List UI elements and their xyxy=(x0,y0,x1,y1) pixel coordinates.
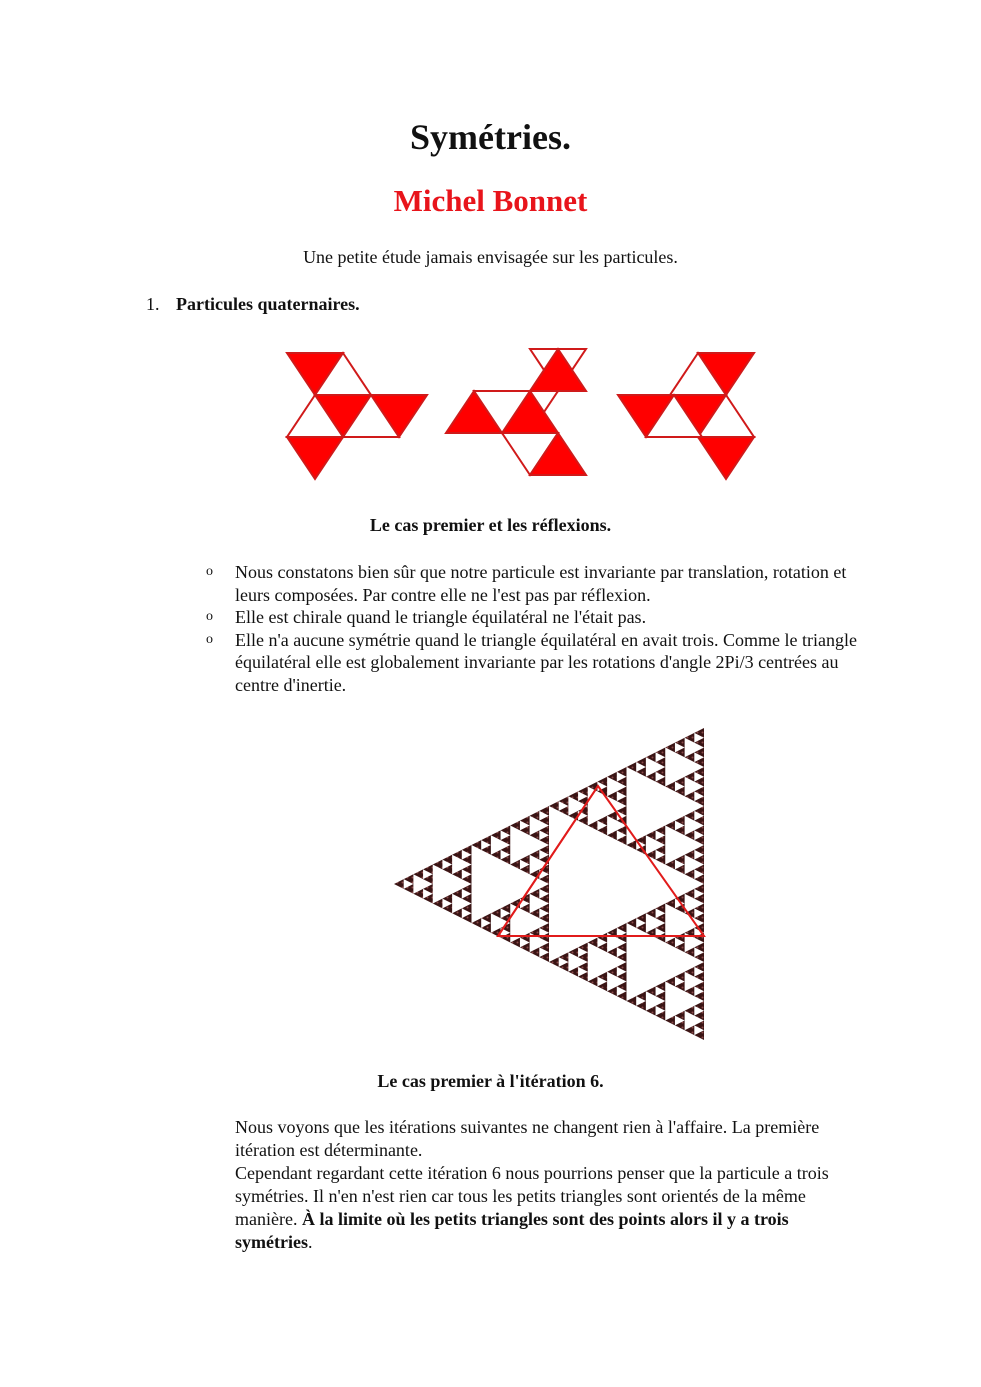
fractal-cell xyxy=(520,865,530,875)
fractal-cell xyxy=(636,767,646,777)
fractal-cell xyxy=(520,826,530,836)
fractal-cell xyxy=(510,938,520,948)
fractal-cell xyxy=(685,772,695,782)
fractal-cell xyxy=(665,743,675,753)
fractal-cell xyxy=(617,835,627,845)
fractal-cell xyxy=(675,826,685,836)
fractal-cell xyxy=(675,777,685,787)
fractal-cell xyxy=(588,977,598,987)
fractal-cell xyxy=(597,777,607,787)
fractal-cell xyxy=(452,850,462,860)
fractal-cell xyxy=(646,752,656,762)
fractal-cell xyxy=(510,821,520,831)
fractal-cell xyxy=(694,845,704,855)
fractal-cell xyxy=(607,967,617,977)
fractal-cell xyxy=(607,947,617,957)
fractal-cell xyxy=(520,943,530,953)
fractal-cell xyxy=(491,830,501,840)
fractal-cell xyxy=(617,787,627,797)
fractal-cell xyxy=(481,913,491,923)
fractal-cell xyxy=(530,908,540,918)
fractal-cell xyxy=(694,982,704,992)
fractal-cell xyxy=(568,967,578,977)
fractal-cell xyxy=(694,835,704,845)
fractal-cell xyxy=(685,1025,695,1035)
fractal-cell xyxy=(656,982,666,992)
fractal-cell xyxy=(520,855,530,865)
fractal-cell xyxy=(694,952,704,962)
paragraph-text: Cependant regardant cette itération 6 nous pourrions penser que la particule a trois symétries. Il n'en n'est rien car tous les petits triangles sont orientés de la même manière. xyxy=(235,1163,829,1229)
fractal-cell xyxy=(675,933,685,943)
fractal-cell xyxy=(656,748,666,758)
fractal-cell xyxy=(423,865,433,875)
fractal-cell xyxy=(520,816,530,826)
fractal-cell xyxy=(530,830,540,840)
bullet-list xyxy=(206,561,866,696)
conclusion-paragraph xyxy=(235,1116,865,1254)
fractal-cell xyxy=(627,996,637,1006)
fractal-cell xyxy=(472,918,482,928)
fractal-cell xyxy=(491,850,501,860)
fractal-cell xyxy=(685,947,695,957)
bullet-marker: o xyxy=(206,609,213,624)
fractal-cell xyxy=(539,923,549,933)
fractal-cell xyxy=(530,947,540,957)
fractal-cell xyxy=(685,830,695,840)
fractal-cell xyxy=(656,835,666,845)
fractal-cell xyxy=(452,889,462,899)
fractal-cell xyxy=(665,821,675,831)
fractal-cell xyxy=(568,791,578,801)
fractal-cell xyxy=(675,943,685,953)
fractal-cell xyxy=(539,835,549,845)
fractal-cell xyxy=(685,733,695,743)
fractal-cell xyxy=(520,933,530,943)
fractal-cell xyxy=(627,918,637,928)
fractal-cell xyxy=(423,884,433,894)
bullet-marker: o xyxy=(206,564,213,579)
fractal-cell xyxy=(627,762,637,772)
fractal-cell xyxy=(539,943,549,953)
list-item xyxy=(206,606,866,629)
fractal-cell xyxy=(578,816,588,826)
fractal-cell xyxy=(607,772,617,782)
fractal-cell xyxy=(617,962,627,972)
fractal-cell xyxy=(501,835,511,845)
fractal-cell xyxy=(617,777,627,787)
fractal-cell xyxy=(539,874,549,884)
fractal-cell xyxy=(549,801,559,811)
fractal-cell xyxy=(675,865,685,875)
fractal-cell xyxy=(472,840,482,850)
fractal-cell xyxy=(462,855,472,865)
fractal-cell xyxy=(530,889,540,899)
paragraph-bold: À la limite où les petits triangles sont des points alors il y a trois symétries xyxy=(235,1209,789,1252)
fractal-cell xyxy=(617,982,627,992)
fractal-cell xyxy=(694,806,704,816)
fractal-cell xyxy=(539,913,549,923)
fractal-cell xyxy=(607,986,617,996)
fractal-cell xyxy=(665,899,675,909)
fractal-cell xyxy=(549,957,559,967)
fractal-cell xyxy=(694,1030,704,1040)
fractal-cell xyxy=(481,845,491,855)
fractal-cell xyxy=(675,972,685,982)
fractal-cell xyxy=(656,777,666,787)
fractal-cell xyxy=(694,1021,704,1031)
bullet-text: Nous constatons bien sûr que notre particule est invariante par translation, rotation et leurs composées. Par contre elle ne l'est pas par réflexion. xyxy=(235,562,847,605)
fractal-cell xyxy=(694,884,704,894)
fractal-cell xyxy=(656,826,666,836)
paragraph-line-1: Nous voyons que les itérations suivantes ne changent rien à l'affaire. La première itération est déterminante. xyxy=(235,1117,820,1160)
fractal-cell xyxy=(694,738,704,748)
fractal-cell xyxy=(607,830,617,840)
fractal-cell xyxy=(462,874,472,884)
fractal-cell xyxy=(588,821,598,831)
fractal-cell xyxy=(617,923,627,933)
fractal-cell xyxy=(694,757,704,767)
section-label: Particules quaternaires. xyxy=(176,294,360,314)
fractal-cell xyxy=(685,889,695,899)
fractal-cell xyxy=(597,933,607,943)
fractal-cell xyxy=(462,865,472,875)
fractal-cell xyxy=(404,874,414,884)
fractal-cell xyxy=(694,816,704,826)
fractal-cell xyxy=(597,972,607,982)
fractal-cell xyxy=(617,972,627,982)
fractal-cell xyxy=(675,787,685,797)
fractal-cell xyxy=(636,991,646,1001)
fractal-cell xyxy=(656,845,666,855)
fractal-cell xyxy=(617,933,627,943)
fractal-cell xyxy=(646,830,656,840)
fractal-cell xyxy=(685,869,695,879)
fractal-cell xyxy=(578,787,588,797)
fractal-cell xyxy=(607,811,617,821)
fractal-cell xyxy=(433,899,443,909)
fractal-cell xyxy=(665,977,675,987)
fractal-cell xyxy=(520,904,530,914)
fractal-cell xyxy=(694,894,704,904)
fractal-cell xyxy=(452,869,462,879)
fractal-cell xyxy=(539,952,549,962)
fractal-cell xyxy=(694,787,704,797)
fractal-cell xyxy=(462,913,472,923)
fractal-cell xyxy=(462,904,472,914)
fractal-cell xyxy=(539,933,549,943)
bullet-text: Elle n'a aucune symétrie quand le triangle équilatéral en avait trois. Comme le triangle équilatéral elle est globalement invariante par les rotations d'angle 2Pi/3 centrées au centre d'inertie. xyxy=(235,629,858,695)
fractal-cell xyxy=(597,982,607,992)
fractal-cell xyxy=(413,869,423,879)
fractal-cell xyxy=(694,904,704,914)
author-name: Michel Bonnet xyxy=(393,183,588,218)
fractal-cell xyxy=(685,791,695,801)
section-heading xyxy=(146,294,360,315)
figure-caption-1: Le cas premier et les réflexions. xyxy=(369,515,612,535)
fractal-cell xyxy=(442,894,452,904)
fractal-cell xyxy=(433,860,443,870)
fractal-cell xyxy=(694,748,704,758)
fractal-cell xyxy=(675,855,685,865)
figure-particles xyxy=(280,345,760,485)
fractal-cell xyxy=(694,728,704,738)
fractal-cell xyxy=(685,986,695,996)
fractal-cell xyxy=(491,908,501,918)
fractal-cell xyxy=(539,845,549,855)
page-title: Symétries. xyxy=(410,117,571,157)
particles-illustration xyxy=(280,345,760,485)
fractal-cell xyxy=(656,991,666,1001)
fractal-cell xyxy=(559,806,569,816)
fractal-cell xyxy=(442,904,452,914)
fractal-cell xyxy=(539,826,549,836)
fractal-cell xyxy=(559,962,569,972)
fractal-illustration xyxy=(380,720,720,1050)
fractal-cell xyxy=(675,982,685,992)
fractal-cell xyxy=(462,845,472,855)
fractal-cell xyxy=(675,1011,685,1021)
fractal-shape xyxy=(394,728,704,1040)
fractal-cell xyxy=(646,908,656,918)
fractal-cell xyxy=(636,913,646,923)
figure-caption-2: Le cas premier à l'itération 6. xyxy=(377,1071,604,1091)
list-item xyxy=(206,561,866,606)
fractal-cell xyxy=(597,826,607,836)
fractal-cell xyxy=(597,816,607,826)
fractal-cell xyxy=(617,991,627,1001)
fractal-cell xyxy=(675,816,685,826)
fractal-cell xyxy=(685,1006,695,1016)
fractal-cell xyxy=(694,1001,704,1011)
fractal-cell xyxy=(413,889,423,899)
fractal-cell xyxy=(656,913,666,923)
fractal-cell xyxy=(646,986,656,996)
fractal-cell xyxy=(694,962,704,972)
fractal-cell xyxy=(539,894,549,904)
fractal-cell xyxy=(404,884,414,894)
fractal-cell xyxy=(559,952,569,962)
fractal-cell xyxy=(578,952,588,962)
fractal-cell xyxy=(665,860,675,870)
fractal-cell xyxy=(617,767,627,777)
fractal-cell xyxy=(501,845,511,855)
fractal-cell xyxy=(501,933,511,943)
fractal-cell xyxy=(685,967,695,977)
fractal-cell xyxy=(656,757,666,767)
fractal-cell xyxy=(481,835,491,845)
paragraph-end: . xyxy=(307,1232,313,1252)
fractal-cell xyxy=(665,1016,675,1026)
fractal-cell xyxy=(423,894,433,904)
fractal-cell xyxy=(452,908,462,918)
fractal-cell xyxy=(539,904,549,914)
fractal-cell xyxy=(694,767,704,777)
fractal-cell xyxy=(694,913,704,923)
bullet-text: Elle est chirale quand le triangle équilatéral ne l'était pas. xyxy=(235,607,647,627)
fractal-cell xyxy=(656,1011,666,1021)
fractal-cell xyxy=(656,767,666,777)
fractal-cell xyxy=(501,855,511,865)
fractal-cell xyxy=(665,938,675,948)
fractal-cell xyxy=(539,884,549,894)
fractal-cell xyxy=(568,947,578,957)
fractal-cell xyxy=(685,752,695,762)
fractal-cell xyxy=(675,748,685,758)
fractal-cell xyxy=(694,865,704,875)
bullet-marker: o xyxy=(206,631,213,647)
fractal-cell xyxy=(559,796,569,806)
section-number: 1. xyxy=(146,294,160,314)
list-item xyxy=(206,629,866,697)
fractal-cell xyxy=(627,840,637,850)
fractal-cell xyxy=(530,850,540,860)
fractal-cell xyxy=(530,811,540,821)
fractal-cell xyxy=(501,904,511,914)
figure-fractal xyxy=(380,720,720,1050)
fractal-cell xyxy=(694,855,704,865)
fractal-cell xyxy=(694,972,704,982)
fractal-cell xyxy=(636,923,646,933)
fractal-cell xyxy=(646,772,656,782)
fractal-cell xyxy=(617,826,627,836)
particle-2 xyxy=(446,349,586,475)
fractal-cell xyxy=(685,850,695,860)
fractal-cell xyxy=(694,874,704,884)
fractal-cell xyxy=(578,943,588,953)
particle-1 xyxy=(287,353,427,479)
fractal-cell xyxy=(539,806,549,816)
subtitle: Une petite étude jamais envisagée sur les particules. xyxy=(303,247,678,267)
fractal-cell xyxy=(539,816,549,826)
fractal-cell xyxy=(462,894,472,904)
fractal-cell xyxy=(501,826,511,836)
fractal-cell xyxy=(510,860,520,870)
fractal-cell xyxy=(646,1006,656,1016)
fractal-cell xyxy=(685,811,695,821)
fractal-cell xyxy=(694,991,704,1001)
fractal-cell xyxy=(617,796,627,806)
fractal-cell xyxy=(578,962,588,972)
fractal-cell xyxy=(481,923,491,933)
fractal-cell xyxy=(694,943,704,953)
fractal-cell xyxy=(656,855,666,865)
fractal-cell xyxy=(588,938,598,948)
fractal-cell xyxy=(442,855,452,865)
fractal-cell xyxy=(394,879,404,889)
fractal-cell xyxy=(694,1011,704,1021)
fractal-cell xyxy=(636,757,646,767)
fractal-cell xyxy=(636,1001,646,1011)
fractal-cell xyxy=(423,874,433,884)
fractal-cell xyxy=(442,865,452,875)
fractal-cell xyxy=(656,923,666,933)
particle-3 xyxy=(618,353,754,479)
fractal-cell xyxy=(462,884,472,894)
fractal-cell xyxy=(694,796,704,806)
fractal-cell xyxy=(597,943,607,953)
fractal-cell xyxy=(694,777,704,787)
fractal-cell xyxy=(656,904,666,914)
fractal-cell xyxy=(656,1001,666,1011)
fractal-cell xyxy=(675,738,685,748)
fractal-cell xyxy=(675,1021,685,1031)
fractal-cell xyxy=(656,933,666,943)
fractal-cell xyxy=(617,952,627,962)
fractal-cell xyxy=(665,782,675,792)
fractal-cell xyxy=(694,826,704,836)
fractal-cell xyxy=(578,972,588,982)
fractal-cell xyxy=(617,943,627,953)
paragraph-line-2 xyxy=(235,1162,865,1254)
